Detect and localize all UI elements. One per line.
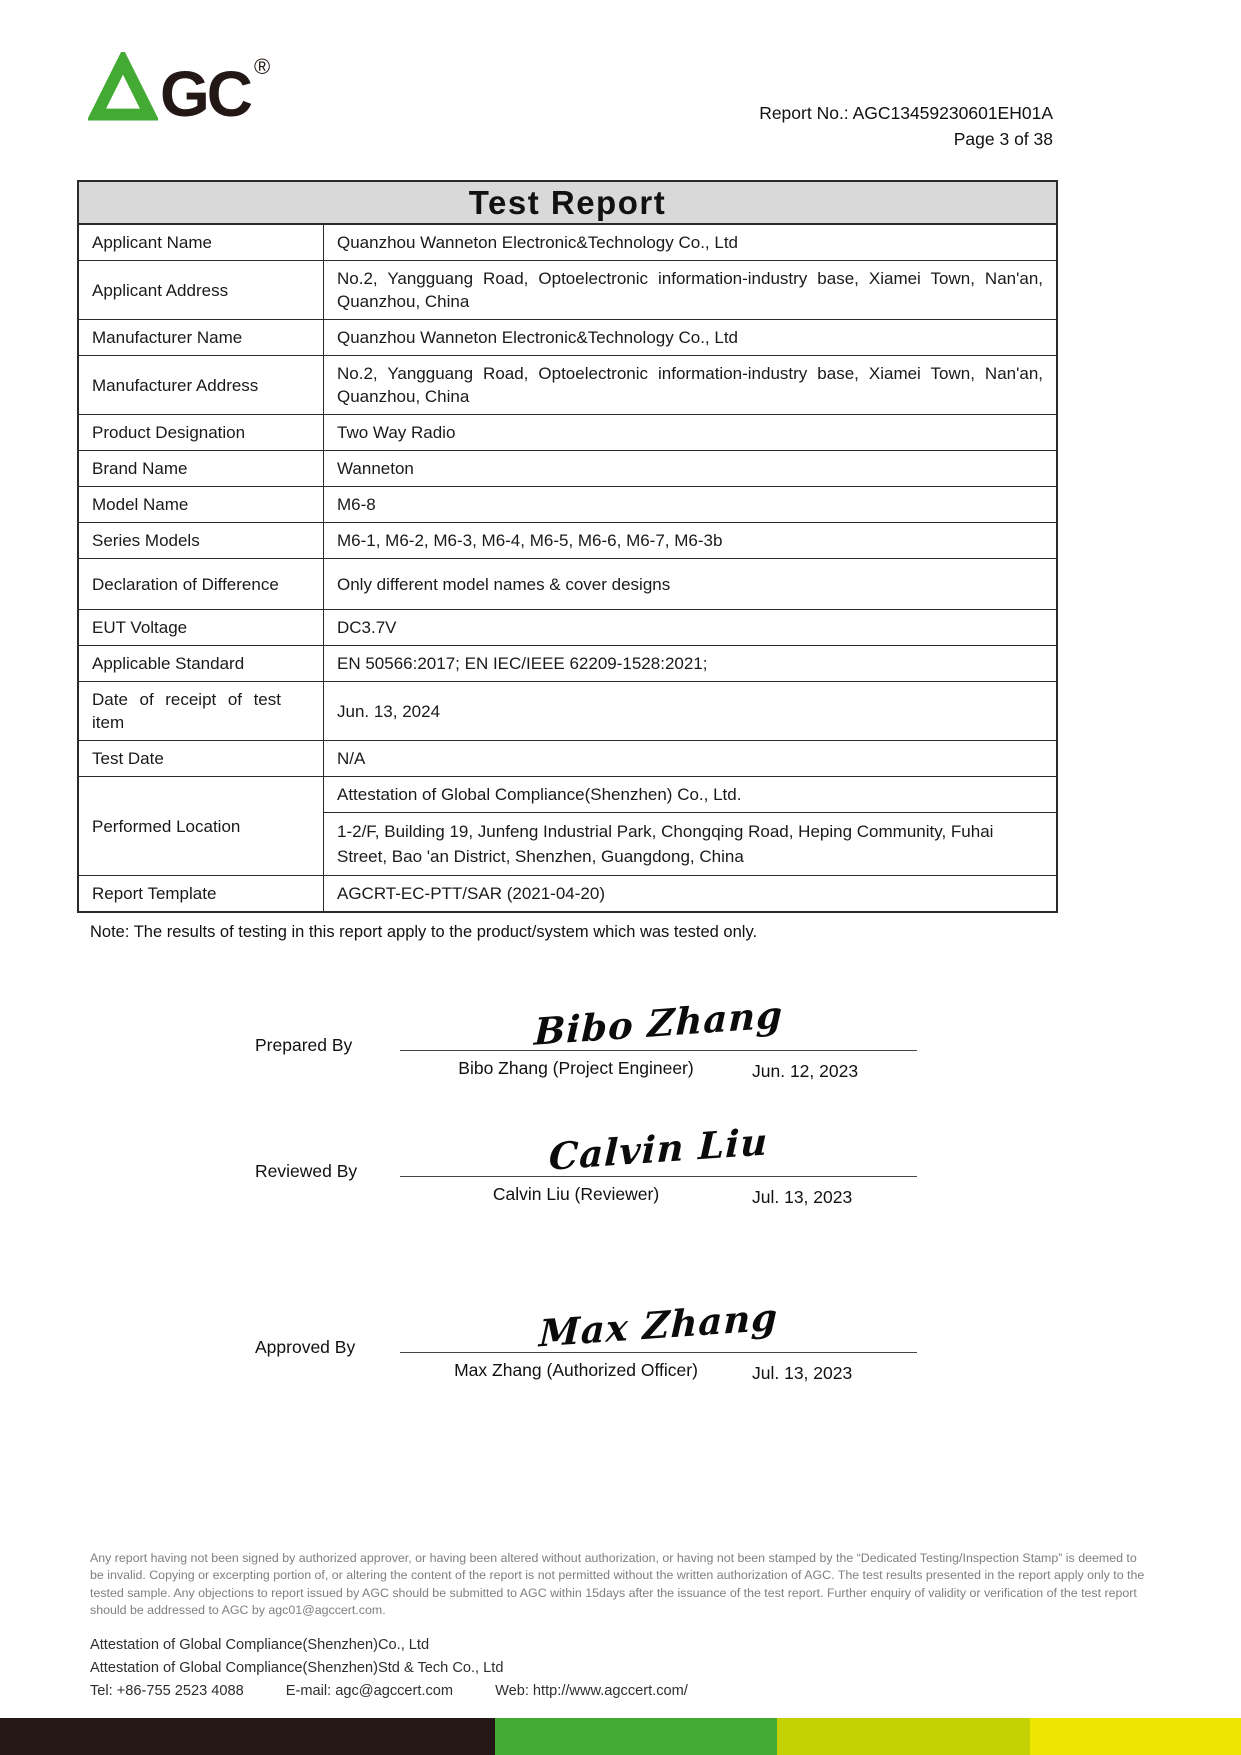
- row-value: Quanzhou Wanneton Electronic&Technology Co., Ltd: [337, 328, 739, 347]
- approved-by-block: [77, 1296, 1057, 1384]
- row-label: Date of receipt of test item: [79, 682, 324, 740]
- signer-name: Bibo Zhang (Project Engineer): [458, 1058, 694, 1078]
- row-value: N/A: [337, 749, 366, 768]
- table-title: Test Report: [79, 182, 1056, 225]
- row-value: Quanzhou Wanneton Electronic&Technology Co., Ltd: [337, 233, 739, 252]
- row-label: Performed Location: [79, 777, 324, 875]
- contact-web: Web: http://www.agccert.com/: [495, 1683, 688, 1699]
- row-value: M6-1, M6-2, M6-3, M6-4, M6-5, M6-6, M6-7, M6-3b: [337, 531, 723, 550]
- contact-line: [90, 1680, 1151, 1703]
- logo-triangle-icon: [88, 52, 158, 124]
- report-meta: [759, 100, 1053, 152]
- row-label: Series Models: [79, 523, 324, 558]
- prepared-by-label: Prepared By: [255, 1035, 353, 1055]
- table-row-product-designation: [79, 415, 1056, 451]
- report-number: Report No.: AGC13459230601EH01A: [759, 103, 1053, 123]
- prepared-by-block: [77, 994, 1057, 1082]
- performed-location-organization: Attestation of Global Compliance(Shenzhen) Co., Ltd.: [324, 777, 1056, 813]
- signature-date: Jul. 13, 2023: [752, 1363, 853, 1383]
- table-row-manufacturer-name: [79, 320, 1056, 356]
- row-value: No.2, Yangguang Road, Optoelectronic information-industry base, Xiamei Town, Nan'an, Quanzhou, China: [337, 364, 1043, 406]
- bar-segment-dark: [0, 1718, 495, 1755]
- table-row-eut-voltage: [79, 610, 1056, 646]
- disclaimer-text: Any report having not been signed by authorized approver, or having been altered without authorization, or having not been stamped by the “Dedicated Testing/Inspection Stamp” is deemed to be invalid. Copying or excerpting portion of, or altering the content of the report is not permitted without the written authorization of AGC. The test results presented in the report apply only to the tested sample. Any objections to report issued by AGC should be submitted to AGC within 15days after the issuance of the test report. Further enquiry of validity or verification of the test report should be addressed to AGC by agc01@agccert.com.: [90, 1550, 1145, 1618]
- table-row-date-of-receipt: [79, 682, 1056, 741]
- row-value: Wanneton: [337, 459, 414, 478]
- row-label: Model Name: [79, 487, 324, 522]
- reviewed-by-block: [77, 1120, 1057, 1208]
- table-row-test-date: [79, 741, 1056, 777]
- table-row-applicable-standard: [79, 646, 1056, 682]
- table-row-manufacturer-address: [79, 356, 1056, 415]
- page-header: [0, 0, 1241, 160]
- row-value: M6-8: [337, 495, 376, 514]
- table-row-model-name: [79, 487, 1056, 523]
- table-row-declaration-of-difference: [79, 559, 1056, 610]
- prepared-by-signature: Bibo Zhang: [533, 992, 784, 1054]
- table-row-applicant-address: [79, 261, 1056, 320]
- approved-by-signature: Max Zhang: [538, 1294, 779, 1356]
- row-label: Applicable Standard: [79, 646, 324, 681]
- row-value: AGCRT-EC-PTT/SAR (2021-04-20): [337, 884, 605, 903]
- agc-logo: [88, 52, 271, 131]
- company-info: [90, 1634, 1151, 1703]
- approved-by-main: [400, 1296, 917, 1384]
- signature-date: Jul. 13, 2023: [752, 1187, 853, 1207]
- company-name-2: Attestation of Global Compliance(Shenzhen)Std & Tech Co., Ltd: [90, 1660, 504, 1676]
- performed-location-address: 1-2/F, Building 19, Junfeng Industrial Park, Chongqing Road, Heping Community, Fuhai Street, Bao 'an District, Shenzhen, Guangdong, China: [337, 822, 994, 866]
- row-value: No.2, Yangguang Road, Optoelectronic information-industry base, Xiamei Town, Nan'an, Quanzhou, China: [337, 269, 1043, 311]
- logo-text: GC: [160, 58, 250, 131]
- page-number: Page 3 of 38: [953, 129, 1053, 149]
- row-label: Brand Name: [79, 451, 324, 486]
- signer-name: Calvin Liu (Reviewer): [492, 1184, 660, 1204]
- bar-segment-lime: [777, 1718, 1030, 1755]
- test-report-table: [77, 180, 1058, 913]
- contact-tel: Tel: +86-755 2523 4088: [90, 1683, 244, 1699]
- signer-name: Max Zhang (Authorized Officer): [454, 1360, 698, 1380]
- contact-email: E-mail: agc@agccert.com: [285, 1683, 454, 1699]
- row-value: Only different model names & cover designs: [337, 574, 671, 594]
- signature-section: [77, 994, 1057, 1384]
- row-label: Report Template: [79, 876, 324, 911]
- prepared-by-main: [400, 994, 917, 1082]
- row-label: Applicant Name: [79, 225, 324, 260]
- row-value: DC3.7V: [337, 618, 397, 637]
- row-label: Test Date: [79, 741, 324, 776]
- table-row-series-models: [79, 523, 1056, 559]
- row-value: Jun. 13, 2024: [337, 701, 441, 721]
- table-row-applicant-name: [79, 225, 1056, 261]
- company-name-1: Attestation of Global Compliance(Shenzhen)Co., Ltd: [90, 1637, 430, 1653]
- signature-date: Jun. 12, 2023: [752, 1061, 859, 1081]
- bar-segment-yellow: [1030, 1718, 1241, 1755]
- note-text: Note: The results of testing in this report apply to the product/system which was tested only.: [90, 923, 758, 941]
- page-footer: [0, 1550, 1241, 1755]
- row-label: Declaration of Difference: [79, 559, 324, 609]
- approved-by-label: Approved By: [255, 1337, 356, 1357]
- bar-segment-green: [495, 1718, 777, 1755]
- table-row-report-template: [79, 876, 1056, 911]
- reviewed-by-main: [400, 1120, 917, 1208]
- row-label: Applicant Address: [79, 261, 324, 319]
- row-value: Two Way Radio: [337, 423, 456, 442]
- table-row-brand-name: [79, 451, 1056, 487]
- table-row-performed-location: [79, 777, 1056, 876]
- reviewed-by-label: Reviewed By: [255, 1161, 358, 1181]
- reviewed-by-signature: Calvin Liu: [548, 1119, 769, 1179]
- row-label: Manufacturer Address: [79, 356, 324, 414]
- row-value: EN 50566:2017; EN IEC/IEEE 62209-1528:2021;: [337, 654, 708, 673]
- row-label: Product Designation: [79, 415, 324, 450]
- registered-trademark-icon: ®: [254, 54, 271, 79]
- row-label: Manufacturer Name: [79, 320, 324, 355]
- row-label: EUT Voltage: [79, 610, 324, 645]
- row-value-group: [324, 777, 1056, 875]
- footer-color-bar: [0, 1718, 1241, 1755]
